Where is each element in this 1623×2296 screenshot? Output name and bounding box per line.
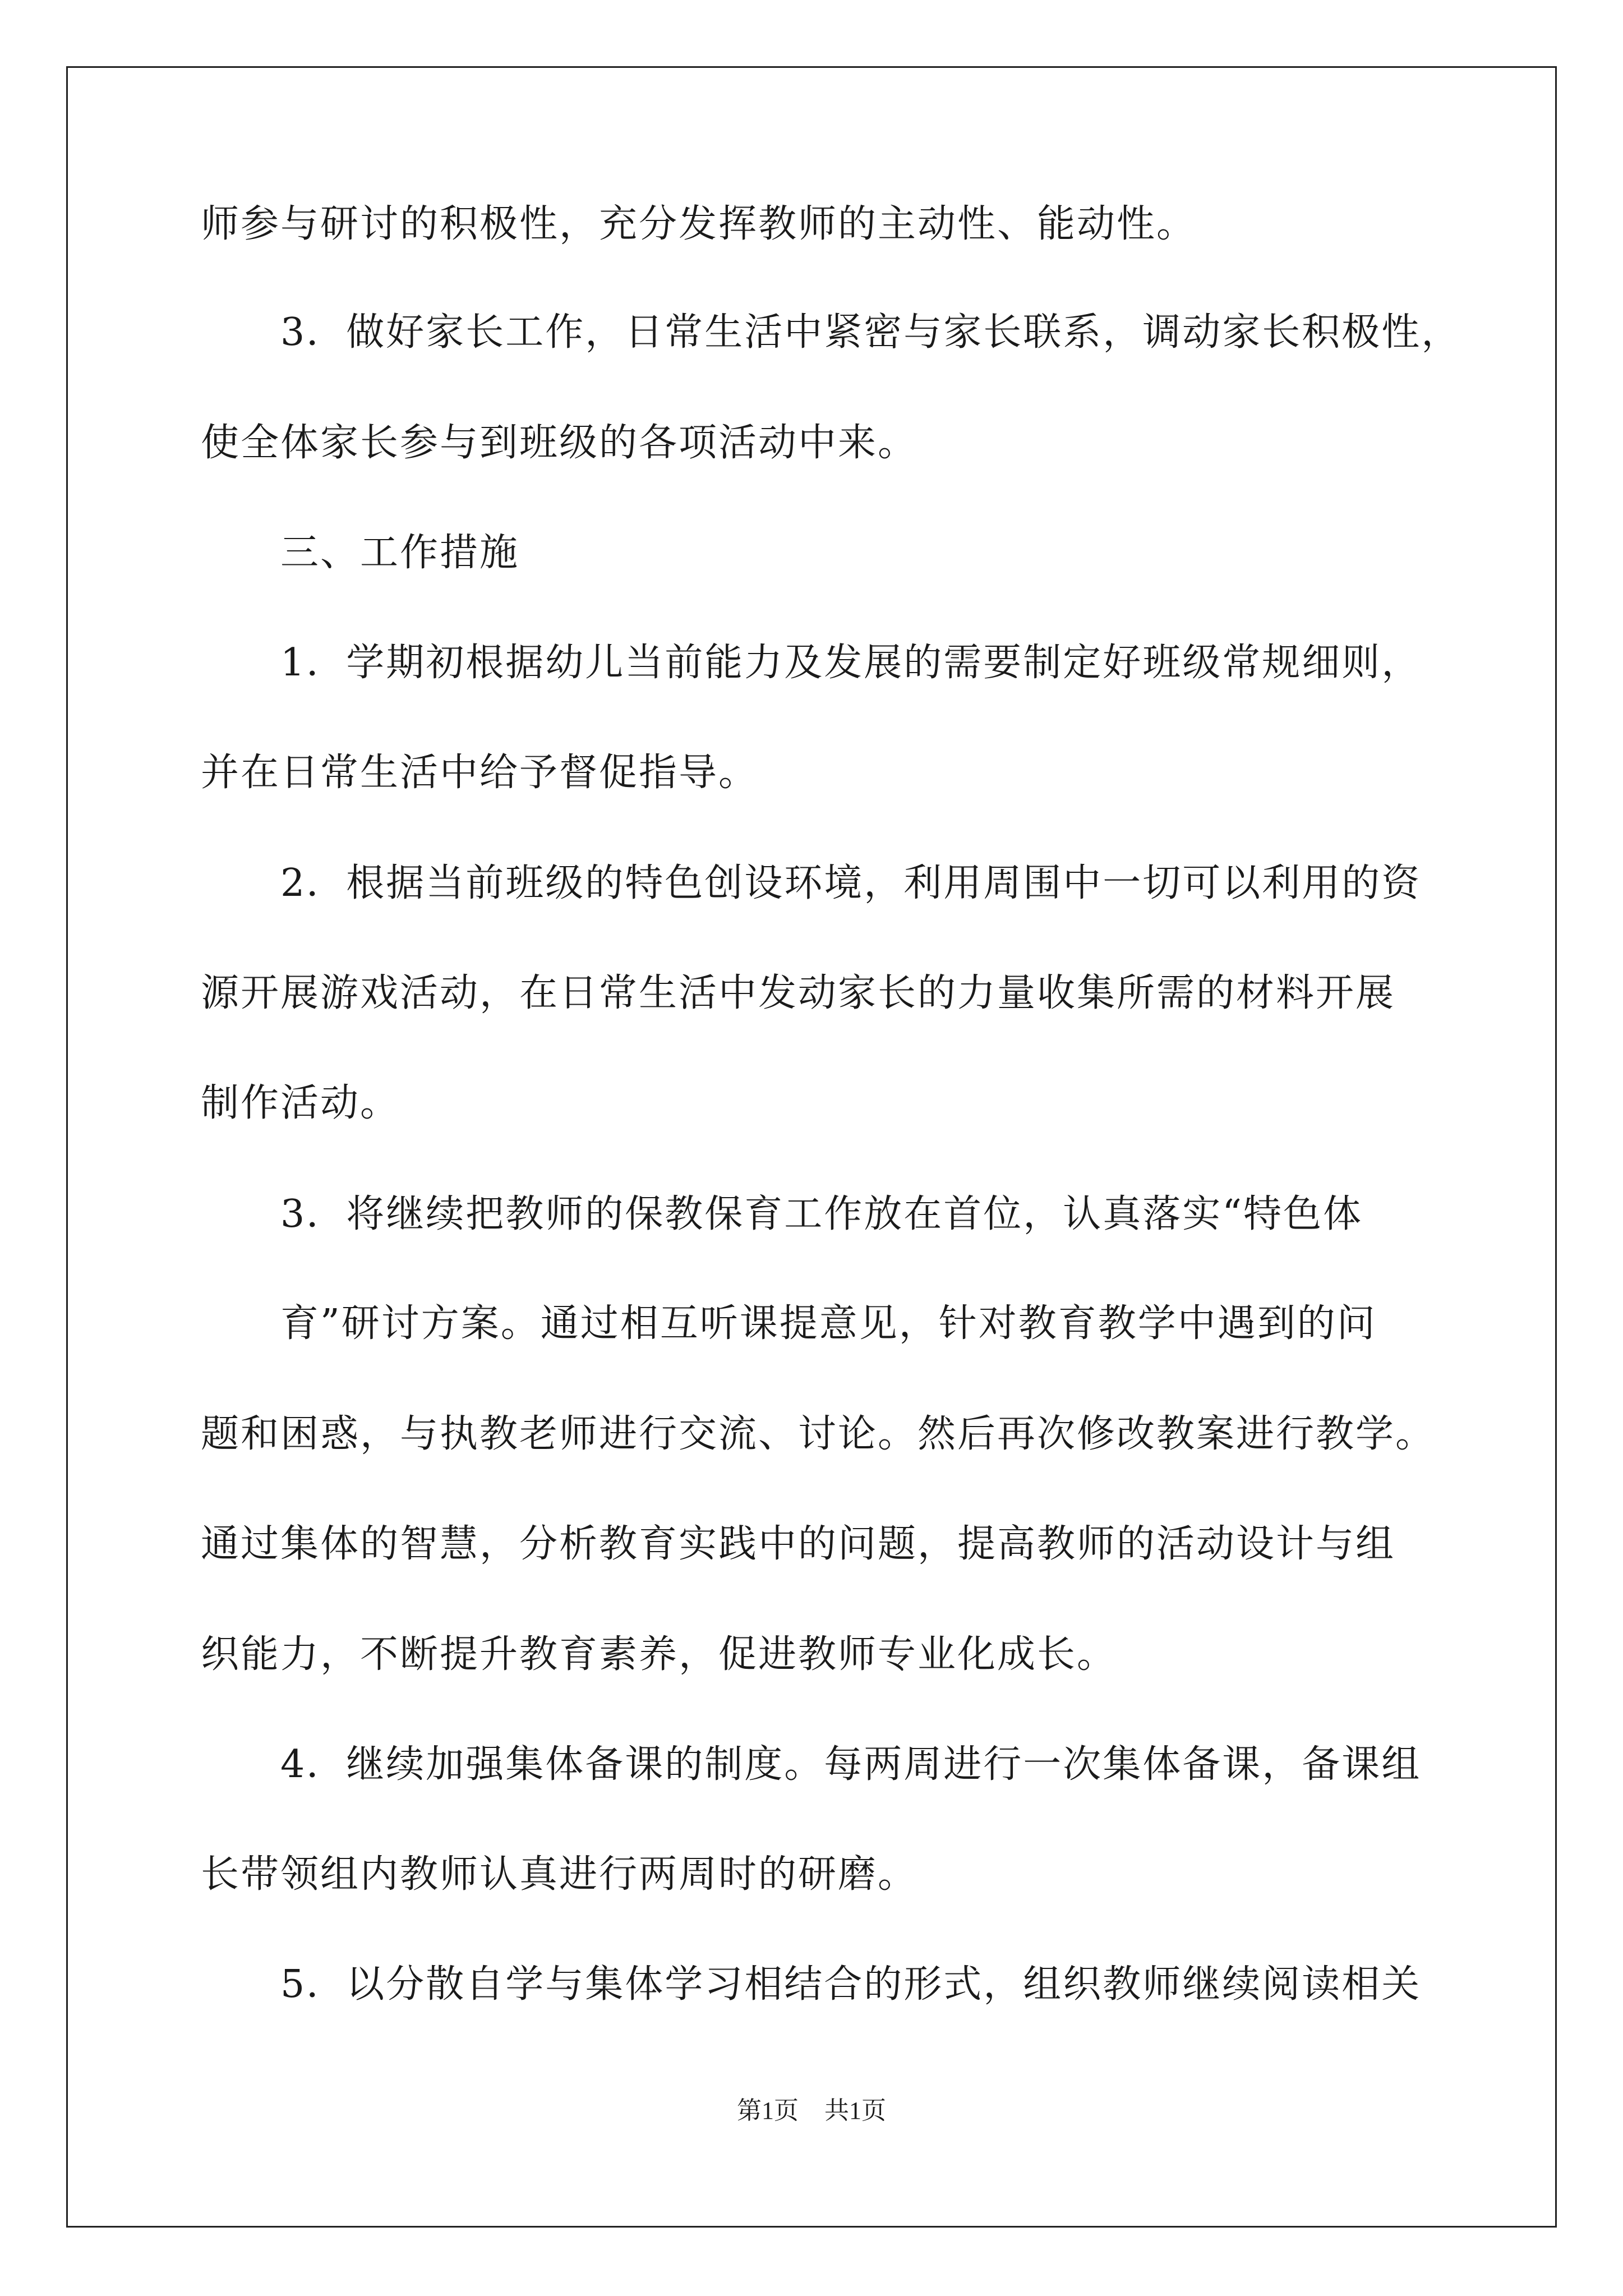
text-line: 师参与研讨的积极性，充分发挥教师的主动性、能动性。 <box>201 202 1197 246</box>
text-line: 4．继续加强集体备课的制度。每两周进行一次集体备课，备课组 <box>201 1742 1422 1787</box>
text-line: 题和困惑，与执教老师进行交流、讨论。然后再次修改教案进行教学。 <box>201 1412 1436 1456</box>
text-line: 长带领组内教师认真进行两周时的研磨。 <box>201 1852 918 1897</box>
text-line: 3．将继续把教师的保教保育工作放在首位，认真落实“特色体 <box>201 1192 1363 1236</box>
text-line: 3．做好家长工作，日常生活中紧密与家长联系，调动家长积极性， <box>201 310 1461 355</box>
text-line: 2．根据当前班级的特色创设环境，利用周围中一切可以利用的资 <box>201 861 1422 905</box>
page-number-total: 共1页 <box>824 2097 886 2124</box>
text-line: 通过集体的智慧，分析教育实践中的问题，提高教师的活动设计与组 <box>201 1522 1396 1566</box>
page-footer <box>0 2095 1623 2127</box>
text-line: 5．以分散自学与集体学习相结合的形式，组织教师继续阅读相关 <box>201 1962 1422 2007</box>
text-line: 1．学期初根据幼儿当前能力及发展的需要制定好班级常规细则， <box>201 641 1422 685</box>
text-line: 源开展游戏活动，在日常生活中发动家长的力量收集所需的材料开展 <box>201 971 1396 1015</box>
text-line: 育”研讨方案。通过相互听课提意见，针对教育教学中遇到的问 <box>201 1301 1377 1346</box>
text-line: 织能力，不断提升教育素养，促进教师专业化成长。 <box>201 1632 1117 1677</box>
text-line: 并在日常生活中给予督促指导。 <box>201 751 759 795</box>
text-line: 三、工作措施 <box>201 531 520 575</box>
text-line: 使全体家长参与到班级的各项活动中来。 <box>201 421 918 465</box>
page-border <box>66 66 1557 2228</box>
text-line: 制作活动。 <box>201 1081 400 1125</box>
page-number-current: 第1页 <box>737 2097 799 2124</box>
